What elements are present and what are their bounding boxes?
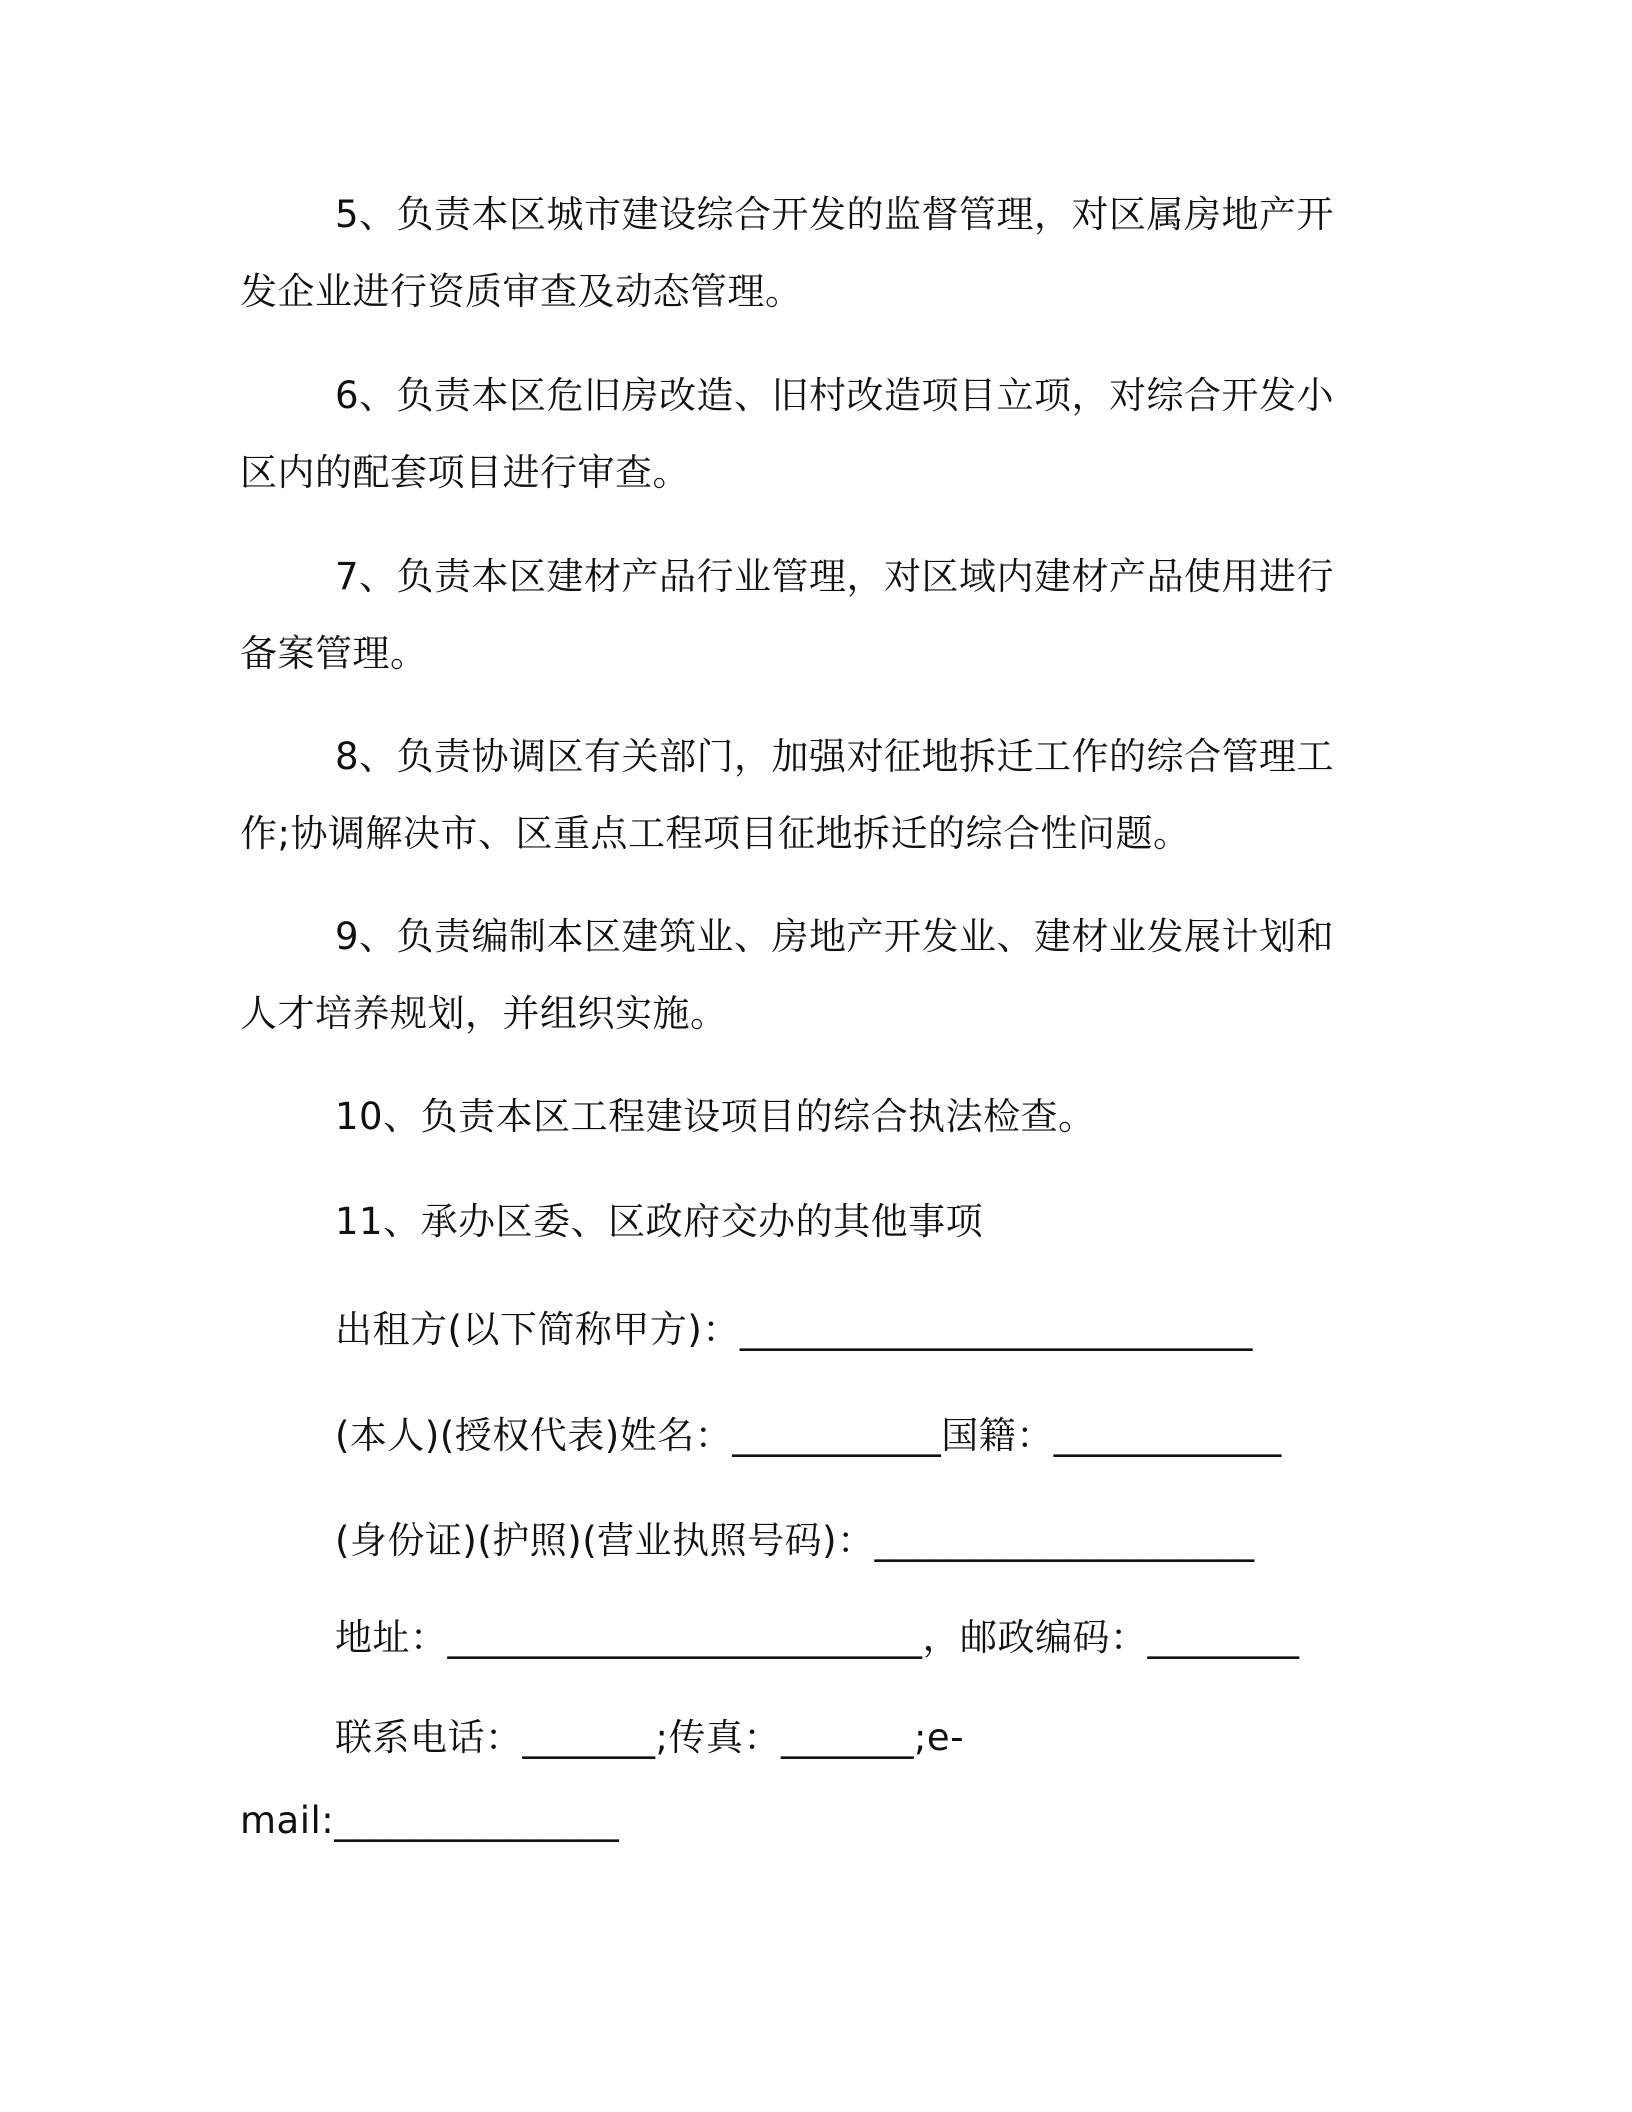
phone-fax-field: 联系电话：_______;传真：_______;e- [335, 1716, 965, 1759]
id-number-field: (身份证)(护照)(营业执照号码)：____________________ [335, 1519, 1255, 1562]
name-nationality-field: (本人)(授权代表)姓名：___________国籍：____________ [335, 1414, 1282, 1457]
lessor-field: 出租方(以下简称甲方)：___________________________ [335, 1308, 1253, 1351]
paragraph-item-9: 9、负责编制本区建筑业、房地产开发业、建材业发展计划和人才培养规划，并组织实施。 [240, 915, 1335, 1035]
paragraph-item-10: 10、负责本区工程建设项目的综合执法检查。 [335, 1095, 1096, 1138]
paragraph-item-7: 7、负责本区建材产品行业管理，对区域内建材产品使用进行备案管理。 [240, 555, 1335, 675]
paragraph-item-11: 11、承办区委、区政府交办的其他事项 [335, 1200, 984, 1243]
email-field: mail:_______________ [240, 1799, 620, 1842]
paragraph-item-6: 6、负责本区危旧房改造、旧村改造项目立项，对综合开发小区内的配套项目进行审查。 [240, 374, 1335, 494]
address-zip-field: 地址：_________________________，邮政编码：________ [335, 1616, 1300, 1659]
paragraph-item-8: 8、负责协调区有关部门，加强对征地拆迁工作的综合管理工作;协调解决市、区重点工程项目征地拆迁的综合性问题。 [240, 735, 1335, 855]
paragraph-item-5: 5、负责本区城市建设综合开发的监督管理，对区属房地产开发企业进行资质审查及动态管理。 [240, 193, 1335, 313]
